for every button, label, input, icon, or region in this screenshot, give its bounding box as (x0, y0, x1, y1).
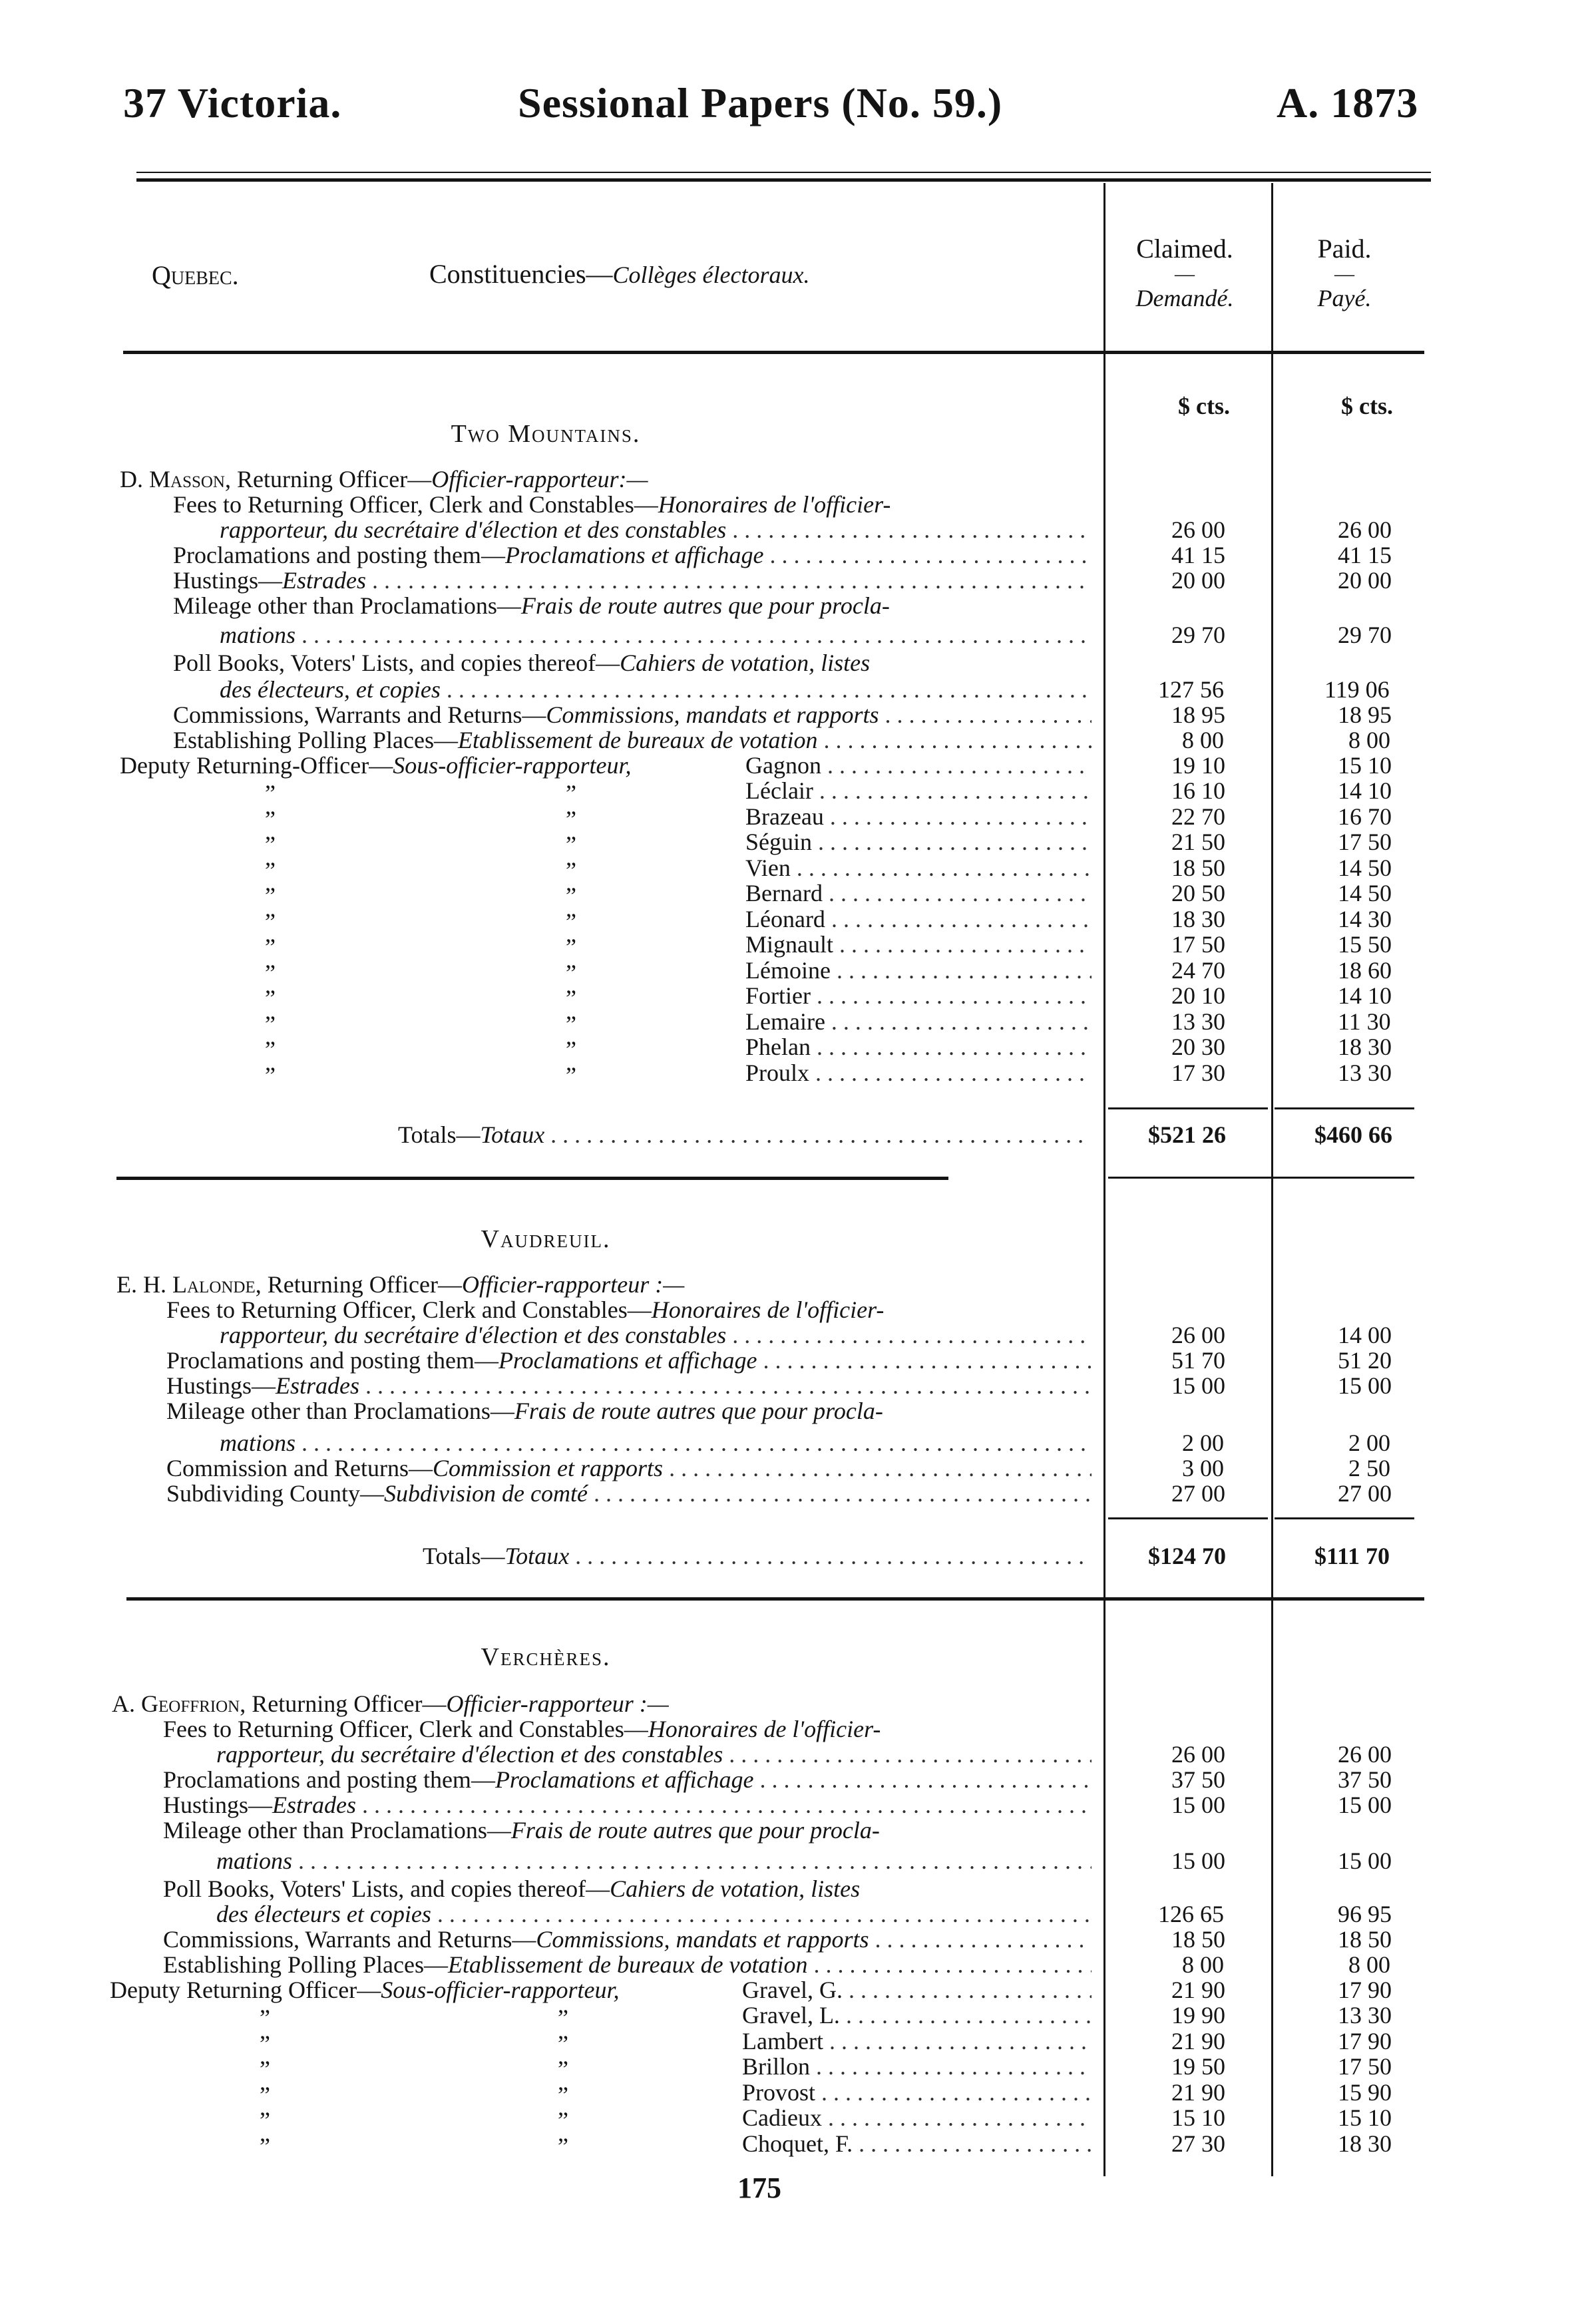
deputy-name: Lemaire . . . (745, 1008, 1092, 1035)
deputy-paid: 15 90 (1338, 2078, 1392, 2106)
deputy-name: Séguin . . . (745, 829, 1092, 855)
deputy-row (0, 2130, 1592, 2160)
deputy-name: Proulx . . . (745, 1060, 1092, 1086)
mileage-line-1: Mileage other than Proclamations—Frais de route autres que pour procla- (173, 592, 890, 619)
deputy-name: Lambert . . . (742, 2028, 1092, 2054)
section-end-rule (1108, 1177, 1414, 1179)
ditto-mark: ” (265, 780, 276, 807)
deputy-row (0, 957, 1592, 984)
deputy-row (0, 1059, 1592, 1089)
ditto-mark: ” (260, 2132, 270, 2160)
deputy-paid: 15 10 (1338, 2104, 1392, 2131)
deputy-name: Léonard . . . (745, 906, 1092, 932)
deputy-paid: 18 30 (1338, 2130, 1392, 2157)
item-claimed: 18 95 (1171, 701, 1225, 728)
top-rule-thick (136, 178, 1431, 182)
ditto-mark: ” (566, 908, 576, 935)
item-row: Proclamations and posting them—Proclamations et affichage . . . 51 70 51 20 (0, 1347, 1592, 1374)
deputy-row (0, 2027, 1592, 2057)
deputy-claimed: 16 10 (1171, 777, 1225, 804)
deputy-paid: 14 30 (1338, 905, 1392, 932)
officer-name: Lalonde (172, 1271, 256, 1298)
total-paid: $460 66 (1314, 1121, 1392, 1148)
deputy-claimed: 21 50 (1171, 829, 1225, 855)
claimed-header (1105, 233, 1265, 312)
deputy-name: Lémoine . . . (745, 957, 1092, 984)
ditto-mark: ” (558, 2056, 568, 2082)
poll-line-2: des électeurs et copies . . . 126 65 96 95 (0, 1901, 1592, 1927)
deputy-name: Brillon . . . (742, 2053, 1092, 2080)
ditto-mark: ” (566, 857, 576, 884)
ditto-mark: ” (265, 985, 276, 1012)
totals-rule-paid (1275, 1107, 1414, 1109)
poll-claimed: 127 56 (1158, 676, 1224, 703)
claimed-label: Claimed. (1136, 234, 1233, 264)
item-row: Commissions, Warrants and Returns—Commissions, mandats et rapports . . . 18 50 18 50 (0, 1926, 1592, 1953)
fees-paid: 26 00 (1338, 516, 1392, 543)
item-row: Proclamations and posting them—Proclamations et affichage . . . 41 15 41 15 (0, 542, 1592, 568)
deputy-paid: 17 50 (1338, 829, 1392, 855)
ditto-mark: ” (260, 2081, 270, 2108)
fees-line-2: rapporteur, du secrétaire d'élection et des constables . . . 26 00 26 00 (0, 516, 1592, 543)
deputy-paid: 13 30 (1338, 1059, 1392, 1086)
deputy-row (0, 982, 1592, 1012)
poll-line-2: des électeurs, et copies . . . 127 56 119 06 (0, 676, 1592, 703)
ditto-mark: ” (566, 831, 576, 858)
fees-line-2: rapporteur, du secrétaire d'élection et des constables . . . 26 00 26 00 (0, 1741, 1592, 1768)
fees-line-1: Fees to Returning Officer, Clerk and Constables—Honoraires de l'officier- (166, 1296, 885, 1323)
officer-line (0, 466, 1592, 492)
totals-row: Totals—Totaux . . . $124 70 $111 70 (0, 1543, 1592, 1569)
ditto-mark: ” (265, 959, 276, 986)
currency-paid: $ cts. (1341, 393, 1393, 419)
head-rule (123, 351, 1424, 354)
ditto-mark: ” (265, 1062, 276, 1089)
deputy-row (0, 1034, 1592, 1063)
deputy-claimed: 20 30 (1171, 1034, 1225, 1060)
deputy-claimed: 17 30 (1171, 1059, 1225, 1086)
deputy-paid: 18 30 (1338, 1034, 1392, 1060)
ditto-mark: ” (265, 1036, 276, 1063)
poll-line-1: Poll Books, Voters' Lists, and copies thereof—Cahiers de votation, listes (173, 650, 871, 676)
fees-claimed: 26 00 (1171, 516, 1225, 543)
deputy-claimed: 21 90 (1171, 2027, 1225, 2054)
item-row: Hustings—Estrades . . . 15 00 15 00 (0, 1792, 1592, 1818)
ditto-mark: ” (566, 805, 576, 833)
deputy-row (0, 803, 1592, 833)
item-row: Hustings—Estrades . . . 15 00 15 00 (0, 1372, 1592, 1399)
section-end-rule (126, 1597, 1424, 1601)
paid-label: Paid. (1317, 234, 1372, 264)
item-paid: 41 15 (1338, 542, 1392, 568)
ditto-mark: ” (566, 959, 576, 986)
ditto-mark: ” (566, 882, 576, 909)
mileage-paid: 29 70 (1338, 622, 1392, 648)
officer-name: Masson (149, 466, 225, 492)
paid-label-fr: Payé. (1317, 285, 1372, 311)
ditto-mark: ” (558, 2030, 568, 2057)
item-row: Commissions, Warrants and Returns—Commissions, mandats et rapports . . . 18 95 18 95 (0, 701, 1592, 728)
deputy-claimed: 13 30 (1171, 1008, 1225, 1035)
ditto-mark: ” (265, 805, 276, 833)
mileage-line-1: Mileage other than Proclamations—Frais de route autres que pour procla- (163, 1817, 880, 1843)
item-row: Commission and Returns—Commission et rapports . . . 3 00 2 50 (0, 1455, 1592, 1481)
item-row: Subdividing County—Subdivision de comté . . . 27 00 27 00 (0, 1480, 1592, 1507)
deputy-claimed: 17 50 (1171, 931, 1225, 958)
deputy-claimed: 24 70 (1171, 956, 1225, 984)
header-right: A. 1873 (1277, 79, 1419, 126)
currency-claimed: $ cts. (1178, 393, 1230, 419)
item-paid: 18 95 (1338, 701, 1392, 728)
ditto-mark: ” (260, 2030, 270, 2057)
paid-header (1278, 233, 1411, 312)
deputy-paid: 11 30 (1338, 1008, 1391, 1035)
poll-paid: 119 06 (1324, 676, 1390, 703)
deputy-row (0, 905, 1592, 935)
officer-role-fr: Officier-rapporteur:— (431, 466, 648, 492)
constituencies-label: Constituencies— (429, 259, 613, 289)
deputy-row (0, 2079, 1592, 2106)
totals-rule-claimed (1108, 1517, 1268, 1519)
deputy-paid: 15 50 (1338, 931, 1392, 958)
item-row: Establishing Polling Places—Etablissement de bureaux de votation . . . 8 00 8 00 (0, 727, 1592, 753)
deputy-claimed: 21 90 (1171, 2078, 1225, 2106)
item-row: Establishing Polling Places—Etablissement de bureaux de votation . . . 8 00 8 00 (0, 1951, 1592, 1978)
deputy-claimed: 19 90 (1171, 2002, 1225, 2029)
mileage-line-2: mations . . . 15 00 15 00 (0, 1847, 1592, 1874)
mileage-line-2: mations . . . 2 00 2 00 (0, 1430, 1592, 1456)
deputy-row: Deputy Returning Officer—Sous-officier-rapporteur, Gravel, G. . . . 21 90 17 90 (0, 1977, 1592, 2003)
item-row: Proclamations and posting them—Proclamations et affichage . . . 37 50 37 50 (0, 1766, 1592, 1793)
mileage-line-1: Mileage other than Proclamations—Frais de route autres que pour procla- (166, 1398, 883, 1424)
totals-rule-paid (1275, 1517, 1414, 1519)
page-number: 175 (737, 2172, 781, 2204)
fees-line-2: rapporteur, du secrétaire d'élection et des constables . . . 26 00 14 00 (0, 1322, 1592, 1348)
deputy-claimed: 15 10 (1171, 2104, 1225, 2131)
deputy-row (0, 854, 1592, 884)
ditto-mark: ” (558, 2005, 568, 2031)
header-left: 37 Victoria. (123, 79, 342, 126)
mileage-claimed: 29 70 (1171, 622, 1225, 648)
fees-line-1: Fees to Returning Officer, Clerk and Constables—Honoraires de l'officier- (173, 491, 891, 518)
officer-role-fr: Officier-rapporteur :— (462, 1271, 685, 1298)
ditto-mark: ” (566, 934, 576, 960)
ditto-mark: ” (260, 2107, 270, 2134)
header-center: Sessional Papers (No. 59.) (518, 79, 1003, 126)
officer-role: , Returning Officer— (224, 466, 432, 492)
claimed-dash: — (1175, 263, 1195, 285)
deputy-claimed: 18 50 (1171, 854, 1225, 881)
deputy-name: Bernard . . . (745, 880, 1092, 906)
ditto-mark: ” (265, 934, 276, 960)
deputy-name: Cadieux . . . (742, 2104, 1092, 2131)
item-claimed: 8 00 (1182, 727, 1224, 753)
ditto-mark: ” (265, 882, 276, 909)
section-title-vercheres: Verchères. (481, 1643, 611, 1671)
deputy-row (0, 2053, 1592, 2080)
ditto-mark: ” (566, 1036, 576, 1063)
officer-initial: D. (120, 466, 143, 492)
section-title-vaudreuil: Vaudreuil. (481, 1225, 611, 1253)
ditto-mark: ” (265, 1010, 276, 1038)
deputy-claimed: 27 30 (1171, 2130, 1225, 2157)
deputy-paid: 13 30 (1338, 2002, 1392, 2029)
deputy-name: Gravel, L. . . . (742, 2002, 1092, 2029)
deputy-paid: 14 10 (1338, 777, 1392, 804)
section-end-rule (116, 1177, 948, 1180)
top-rule-thin (136, 172, 1431, 173)
deputy-paid: 14 50 (1338, 880, 1392, 906)
deputy-name: Fortier . . . (745, 982, 1092, 1009)
deputy-row (0, 1008, 1592, 1038)
deputy-name: Choquet, F. . . . (742, 2130, 1092, 2157)
totals-row: Totals—Totaux . . . $521 26 $460 66 (0, 1121, 1592, 1148)
officer-role: , Returning Officer— (255, 1271, 463, 1298)
province-label: Quebec. (152, 260, 239, 290)
deputy-row (0, 829, 1592, 858)
item-row: Hustings—Estrades . . . 20 00 20 00 (0, 567, 1592, 594)
section-title-two-mountains: Two Mountains. (451, 420, 641, 448)
constituencies-label-fr: Collèges électoraux. (612, 262, 810, 288)
deputy-paid: 14 50 (1338, 854, 1392, 881)
deputy-paid: 17 90 (1338, 2027, 1392, 2054)
deputy-paid: 18 60 (1338, 956, 1392, 984)
officer-line (0, 1271, 1592, 1298)
ditto-mark: ” (260, 2056, 270, 2082)
ditto-mark: ” (558, 2107, 568, 2134)
item-claimed: 20 00 (1171, 567, 1225, 594)
totals-rule-claimed (1108, 1107, 1268, 1109)
constituencies-header (429, 258, 809, 290)
deputy-claimed: 22 70 (1171, 803, 1225, 830)
ditto-mark: ” (265, 908, 276, 935)
deputy-claimed: 19 50 (1171, 2053, 1225, 2080)
item-paid: 20 00 (1338, 567, 1392, 594)
deputy-row (0, 931, 1592, 958)
deputy-name: Vien . . . (745, 855, 1092, 881)
deputy-row (0, 2002, 1592, 2029)
deputy-claimed: 18 30 (1171, 905, 1225, 932)
ditto-mark: ” (265, 831, 276, 858)
claimed-label-fr: Demandé. (1135, 285, 1234, 311)
deputy-claimed: 20 10 (1171, 982, 1225, 1009)
ditto-mark: ” (566, 780, 576, 807)
ditto-mark: ” (558, 2081, 568, 2108)
deputy-name: Phelan . . . (745, 1034, 1092, 1060)
deputy-row (0, 2104, 1592, 2134)
deputy-name: Léclair . . . (745, 777, 1092, 804)
ditto-mark: ” (566, 985, 576, 1012)
ditto-mark: ” (566, 1010, 576, 1038)
ditto-mark: ” (558, 2132, 568, 2160)
deputy-row (0, 777, 1592, 807)
ditto-mark: ” (566, 1062, 576, 1089)
deputy-paid: 14 10 (1338, 982, 1392, 1009)
ditto-mark: ” (265, 857, 276, 884)
officer-line: A. Geoffrion, Returning Officer—Officier-rapporteur :— (112, 1690, 669, 1717)
deputy-name: Provost . . . (742, 2079, 1092, 2106)
total-claimed: $521 26 (1148, 1121, 1226, 1148)
deputy-paid: 16 70 (1338, 803, 1392, 830)
deputy-name: Brazeau . . . (745, 803, 1092, 830)
officer-initial: E. H. (116, 1271, 166, 1298)
fees-line-1: Fees to Returning Officer, Clerk and Constables—Honoraires de l'officier- (163, 1716, 881, 1742)
paid-dash: — (1334, 263, 1354, 285)
deputy-row (0, 880, 1592, 909)
deputy-name: Mignault . . . (745, 931, 1092, 958)
deputy-row: Deputy Returning-Officer—Sous-officier-rapporteur, Gagnon . . . 19 10 15 10 (0, 752, 1592, 779)
item-claimed: 41 15 (1171, 542, 1225, 568)
poll-line-1: Poll Books, Voters' Lists, and copies thereof—Cahiers de votation, listes (163, 1875, 861, 1902)
deputy-paid: 17 50 (1338, 2053, 1392, 2080)
item-paid: 8 00 (1348, 727, 1390, 753)
deputy-claimed: 20 50 (1171, 880, 1225, 906)
mileage-line-2: mations . . . 29 70 29 70 (0, 622, 1592, 648)
ditto-mark: ” (260, 2005, 270, 2031)
